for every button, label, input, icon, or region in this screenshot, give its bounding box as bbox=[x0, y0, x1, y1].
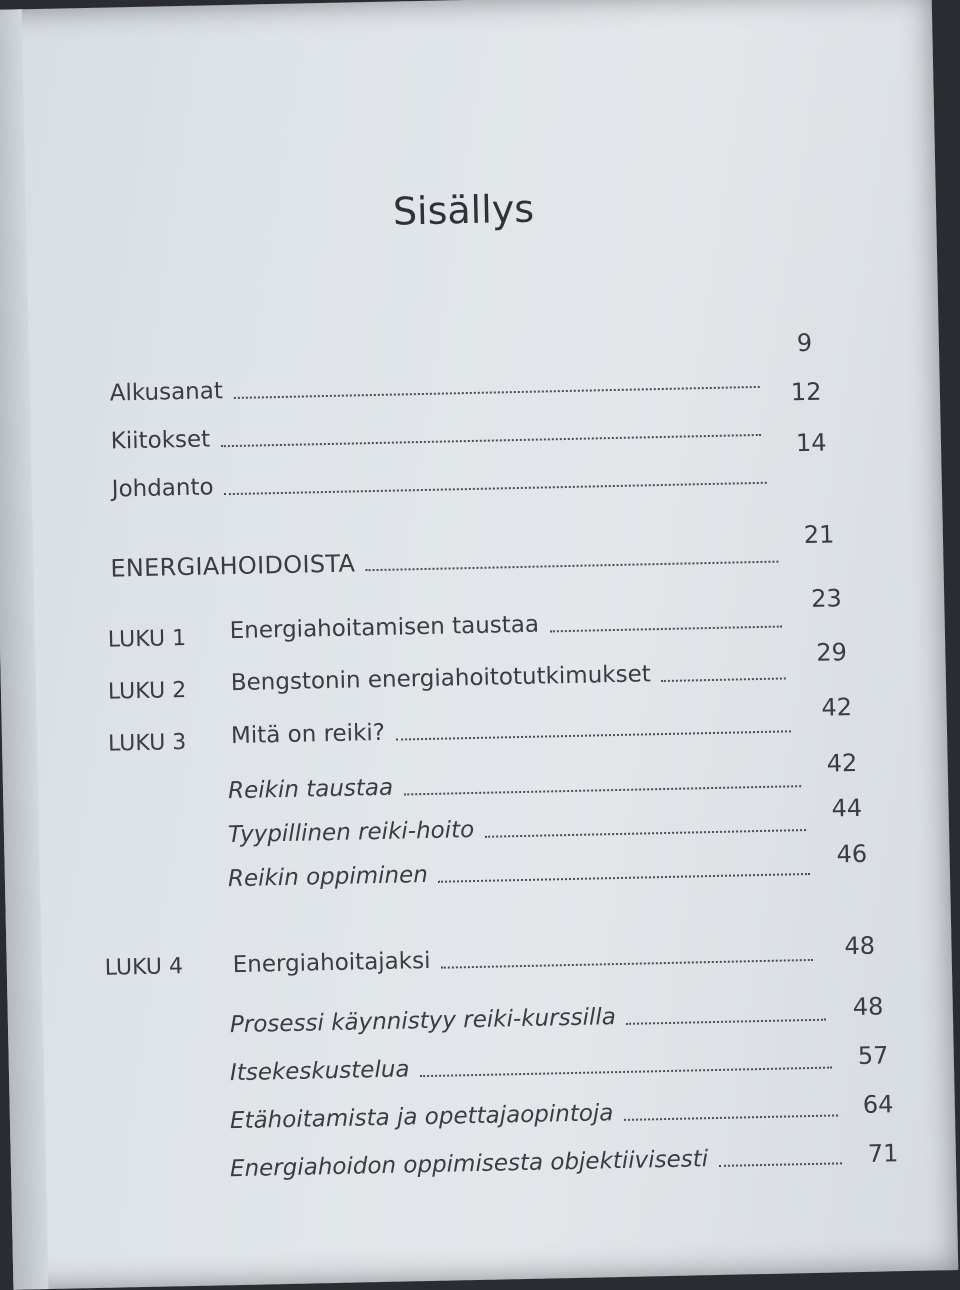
dot-leader bbox=[396, 730, 791, 740]
chapter-number: LUKU 1 bbox=[107, 626, 187, 653]
toc-page-number: 48 bbox=[844, 931, 876, 961]
toc-entry-front bbox=[109, 364, 759, 408]
toc-chapter bbox=[231, 708, 792, 750]
subsection-title: Reikin oppiminen bbox=[227, 861, 429, 893]
subsection-title: Itsekeskustelua bbox=[229, 1056, 410, 1087]
chapter-title: Bengstonin energiahoitotutkimukset bbox=[230, 661, 651, 697]
toc-page-number: 12 bbox=[790, 377, 822, 407]
dot-leader bbox=[485, 829, 806, 838]
subsection-title: Reikin taustaa bbox=[227, 774, 394, 805]
chapter-number: LUKU 2 bbox=[107, 678, 187, 705]
toc-page-number: 42 bbox=[821, 693, 853, 722]
toc-page-number: 21 bbox=[803, 520, 835, 550]
toc-page-number: 14 bbox=[795, 428, 827, 458]
dot-leader bbox=[365, 561, 778, 572]
dot-leader bbox=[441, 959, 813, 969]
dot-leader bbox=[234, 386, 760, 399]
dot-leader bbox=[224, 482, 767, 495]
toc-subsection bbox=[230, 997, 826, 1039]
toc-subsection bbox=[228, 763, 802, 805]
toc-page-number: 23 bbox=[810, 584, 843, 613]
toc-subsection bbox=[228, 851, 811, 893]
chapter-number: LUKU 3 bbox=[107, 730, 187, 757]
dot-leader bbox=[624, 1114, 838, 1120]
toc-subsection bbox=[228, 807, 807, 849]
toc-chapter bbox=[229, 604, 782, 646]
chapter-title: Mitä on reiki? bbox=[230, 719, 386, 750]
dot-leader bbox=[221, 434, 761, 447]
subsection-title: Etähoitamista ja opettajaopintoja bbox=[229, 1100, 614, 1135]
toc-page-number: 57 bbox=[857, 1041, 889, 1071]
toc-entry-front bbox=[111, 460, 766, 504]
toc-section bbox=[110, 539, 778, 583]
subsection-title: Energiahoidon oppimisesta objektiivisesti bbox=[229, 1146, 709, 1183]
toc-page-number: 48 bbox=[852, 992, 884, 1022]
toc-page-number: 9 bbox=[796, 328, 813, 358]
toc-entry-label: Kiitokset bbox=[110, 426, 211, 455]
toc-entry-label: Alkusanat bbox=[109, 378, 224, 407]
toc-subsection bbox=[230, 1092, 838, 1135]
dot-leader bbox=[626, 1019, 826, 1025]
chapter-title: Energiahoitamisen taustaa bbox=[229, 611, 540, 645]
toc-page-number: 71 bbox=[867, 1139, 899, 1168]
subsection-title: Prosessi käynnistyy reiki-kurssilla bbox=[229, 1004, 617, 1039]
toc-chapter bbox=[231, 655, 787, 697]
dot-leader bbox=[550, 626, 782, 633]
dot-leader bbox=[420, 1067, 832, 1078]
toc-page-number: 42 bbox=[826, 748, 858, 778]
toc-page-number: 29 bbox=[816, 638, 848, 667]
dot-leader bbox=[438, 873, 810, 883]
dot-leader bbox=[661, 677, 786, 682]
toc-subsection bbox=[230, 1140, 842, 1183]
section-label: ENERGIAHOIDOISTA bbox=[110, 549, 356, 583]
toc-subsection bbox=[230, 1045, 832, 1088]
chapter-title: Energiahoitajaksi bbox=[232, 947, 431, 979]
subsection-title: Tyypillinen reiki-hoito bbox=[227, 817, 475, 849]
toc-chapter bbox=[232, 937, 813, 979]
chapter-number: LUKU 4 bbox=[104, 954, 184, 981]
dot-leader bbox=[404, 785, 801, 795]
dot-leader bbox=[719, 1162, 842, 1167]
toc-page-number: 46 bbox=[836, 839, 868, 869]
toc-entry-front bbox=[110, 412, 760, 456]
toc-page-number: 44 bbox=[831, 793, 863, 823]
toc-page-number: 64 bbox=[862, 1090, 894, 1119]
toc-entry-label: Johdanto bbox=[111, 474, 214, 503]
page-title: Sisällys bbox=[392, 186, 535, 234]
